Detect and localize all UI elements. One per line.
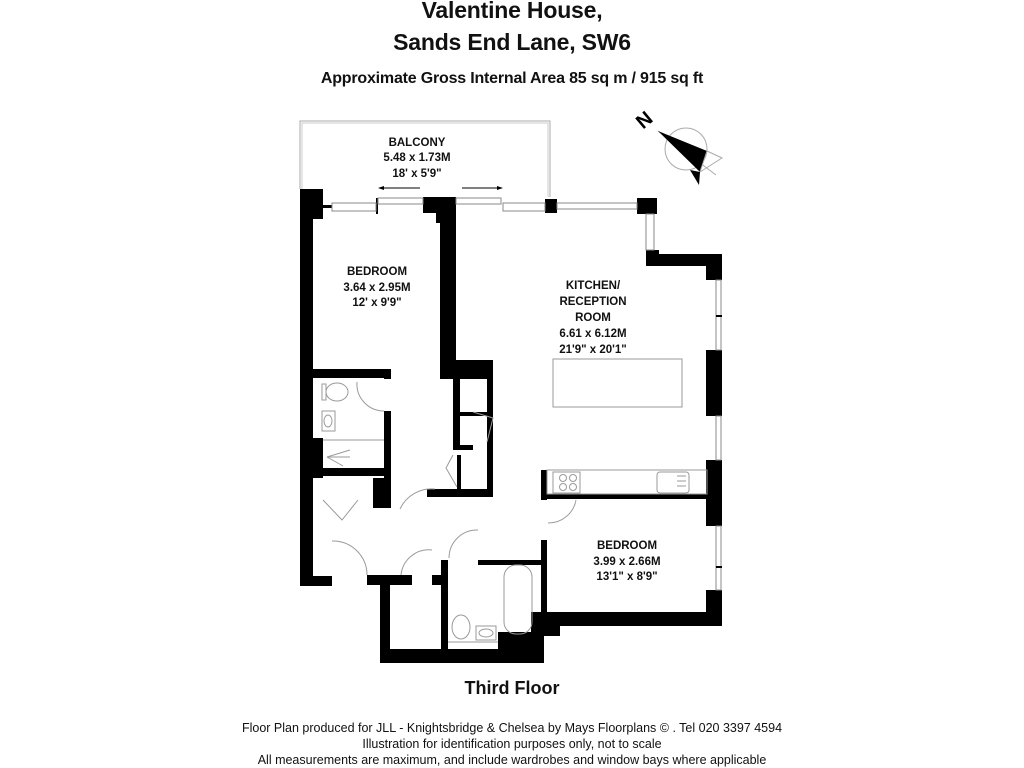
svg-text:21'9" x 20'1": 21'9" x 20'1" <box>559 344 627 356</box>
ensuite-fixtures <box>322 382 384 466</box>
room-label-bedroom-1 <box>343 266 410 309</box>
kitchen-worktop <box>547 470 707 494</box>
svg-text:BALCONY: BALCONY <box>388 137 446 149</box>
svg-text:13'1" x 8'9": 13'1" x 8'9" <box>596 571 658 583</box>
svg-text:6.61 x 6.12M: 6.61 x 6.12M <box>559 328 627 340</box>
walls <box>300 189 722 663</box>
svg-text:5.48 x 1.73M: 5.48 x 1.73M <box>383 152 451 164</box>
footer-measurements-note: All measurements are maximum, and include wardrobes and window bays where applicable <box>257 753 767 767</box>
svg-text:3.99 x 2.66M: 3.99 x 2.66M <box>593 556 661 568</box>
room-label-bedroom-2 <box>593 540 660 583</box>
property-title-line1: Valentine House, <box>421 0 603 23</box>
balcony-windows <box>332 186 654 250</box>
property-title-line2: Sands End Lane, SW6 <box>393 29 631 55</box>
svg-text:3.64 x 2.95M: 3.64 x 2.95M <box>343 282 411 294</box>
svg-text:BEDROOM: BEDROOM <box>346 266 408 278</box>
north-arrow-icon <box>632 107 722 185</box>
svg-text:KITCHEN/: KITCHEN/ <box>565 280 621 292</box>
floor-label: Third Floor <box>464 678 560 698</box>
kitchen-island <box>553 359 682 407</box>
north-label: N <box>632 107 658 134</box>
room-label-kitchen-reception <box>559 280 627 356</box>
svg-text:BEDROOM: BEDROOM <box>596 540 658 552</box>
footer-disclaimer: Illustration for identification purposes only, not to scale <box>362 737 662 751</box>
gross-internal-area: Approximate Gross Internal Area 85 sq m / 915 sq ft <box>320 70 704 87</box>
svg-text:18' x 5'9": 18' x 5'9" <box>392 168 442 180</box>
svg-text:ROOM: ROOM <box>575 312 611 324</box>
room-label-balcony <box>383 137 450 180</box>
svg-text:RECEPTION: RECEPTION <box>559 296 627 308</box>
footer-credit: Floor Plan produced for JLL - Knightsbridge & Chelsea by Mays Floorplans © . Tel 020 3397 4594 <box>241 721 783 735</box>
svg-text:12' x 9'9": 12' x 9'9" <box>352 297 402 309</box>
bathroom-fixtures <box>448 565 532 642</box>
